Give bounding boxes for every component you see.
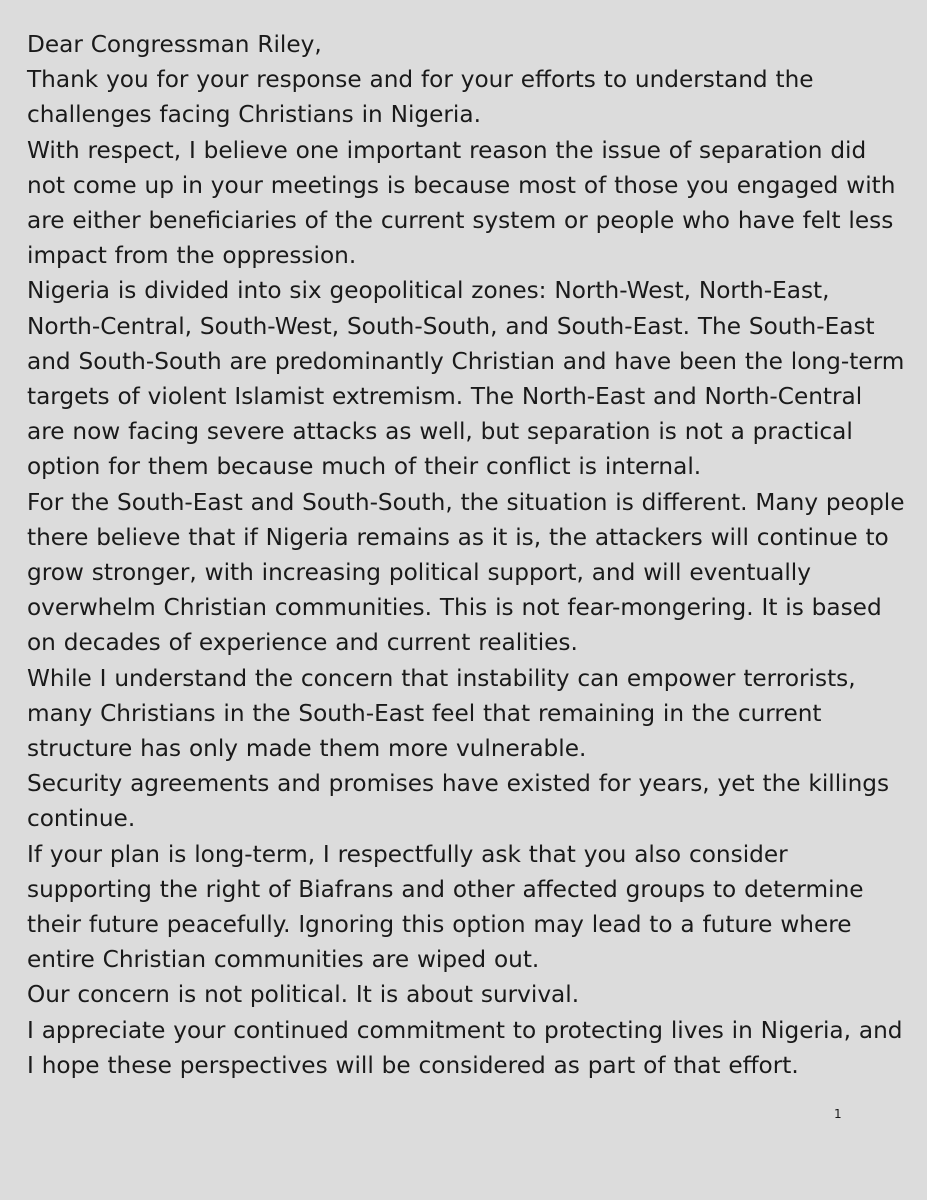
paragraph-south-east-situation: For the South-East and South-South, the situation is different. Many people there believe that if Nigeria remains as it is, the attackers will continue to grow stronger, with increasing political support, and will eventually overwhelm Christian communities. This is not fear-mongering. It is based on decades of experience and current realities. [27,488,905,657]
paragraph-separation-issue: With respect, I believe one important reason the issue of separation did not come up in your meetings is because most of those you engaged with are either beneficiaries of the current system or people who have felt less impact from the oppression. [27,136,896,270]
paragraph-geopolitical-zones: Nigeria is divided into six geopolitical zones: North-West, North-East, North-Central, South-West, South-South, and South-East. The South-East and South-South are predominantly Christian and have been the long-term targets of violent Islamist extremism. The North-East and North-Central are now facing severe attacks as well, but separation is not a practical option for them because much of their conflict is internal. [27,277,905,481]
salutation: Dear Congressman Riley, [27,31,322,58]
paragraph-survival: Our concern is not political. It is about survival. [27,981,580,1009]
paragraph-security-agreements: Security agreements and promises have existed for years, yet the killings continue. [27,770,890,833]
paragraph-closing: I appreciate your continued commitment to protecting lives in Nigeria, and I hope these perspectives will be considered as part of that effort. [27,1016,903,1079]
page-number: 1 [834,1107,842,1121]
paragraph-long-term-request: If your plan is long-term, I respectfully ask that you also consider supporting the right of Biafrans and other affected groups to determine their future peacefully. Ignoring this option may lead to a future where entire Christian communities are wiped out. [27,840,864,974]
paragraph-instability-concern: While I understand the concern that instability can empower terrorists, many Christians in the South-East feel that remaining in the current structure has only made them more vulnerable. [27,664,856,763]
paragraph-thanks: Thank you for your response and for your efforts to understand the challenges facing Christians in Nigeria. [27,66,814,129]
